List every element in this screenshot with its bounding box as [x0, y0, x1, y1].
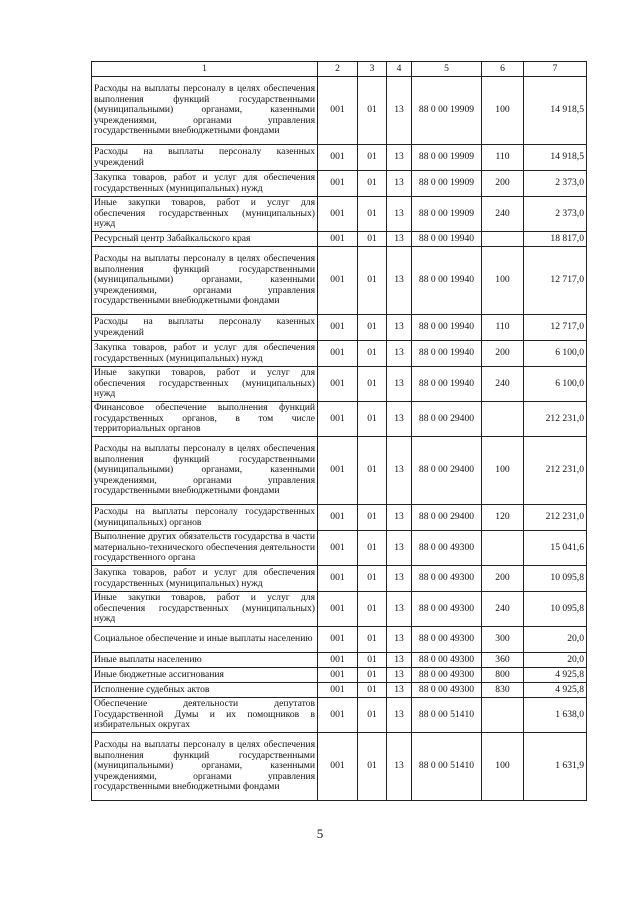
row-name-cell: Закупка товаров, работ и услуг для обеспечения государственных (муниципальных) нужд — [92, 171, 318, 197]
column-header: 1 — [92, 62, 318, 77]
column-header: 6 — [482, 62, 524, 77]
row-section-cell: 01 — [358, 315, 387, 341]
row-section-cell: 01 — [358, 698, 387, 733]
row-code-cell: 001 — [318, 505, 358, 531]
row-type-cell: 200 — [482, 566, 524, 592]
row-code-cell: 001 — [318, 197, 358, 232]
table-row — [92, 683, 587, 698]
row-name-cell: Закупка товаров, работ и услуг для обеспечения государственных (муниципальных) нужд — [92, 341, 318, 367]
row-amount-cell: 20,0 — [524, 627, 587, 653]
row-target-cell: 88 0 00 49300 — [412, 627, 482, 653]
row-subsection-cell: 13 — [387, 171, 412, 197]
row-section-cell: 01 — [358, 341, 387, 367]
row-name-cell: Расходы на выплаты персоналу в целях обеспечения выполнения функций государственными (муниципальными) органами, казенными учреждениями, органами управления государственными внебюджетными фондами — [92, 733, 318, 801]
row-subsection-cell: 13 — [387, 505, 412, 531]
column-header: 5 — [412, 62, 482, 77]
row-amount-cell: 14 918,5 — [524, 145, 587, 171]
row-name-cell: Расходы на выплаты персоналу в целях обеспечения выполнения функций государственными (муниципальными) органами, казенными учреждениями, органами управления государственными внебюджетными фондами — [92, 437, 318, 505]
table-row — [92, 698, 587, 733]
row-amount-cell: 4 925,8 — [524, 668, 587, 683]
row-subsection-cell: 13 — [387, 315, 412, 341]
row-code-cell: 001 — [318, 531, 358, 566]
row-amount-cell: 12 717,0 — [524, 247, 587, 315]
table-row — [92, 531, 587, 566]
row-type-cell: 300 — [482, 627, 524, 653]
row-name-cell: Иные закупки товаров, работ и услуг для обеспечения государственных (муниципальных) нужд — [92, 592, 318, 627]
row-name-cell: Обеспечение деятельности депутатов Государственной Думы и их помощников в избирательных округах — [92, 698, 318, 733]
table-row — [92, 653, 587, 668]
row-subsection-cell: 13 — [387, 698, 412, 733]
row-subsection-cell: 13 — [387, 733, 412, 801]
row-code-cell: 001 — [318, 627, 358, 653]
row-amount-cell: 212 231,0 — [524, 437, 587, 505]
row-type-cell — [482, 698, 524, 733]
row-subsection-cell: 13 — [387, 145, 412, 171]
row-subsection-cell: 13 — [387, 232, 412, 247]
page-number: 5 — [316, 826, 324, 841]
row-section-cell: 01 — [358, 531, 387, 566]
row-name-cell: Закупка товаров, работ и услуг для обеспечения государственных (муниципальных) нужд — [92, 566, 318, 592]
row-code-cell: 001 — [318, 668, 358, 683]
row-type-cell: 830 — [482, 683, 524, 698]
row-subsection-cell: 13 — [387, 341, 412, 367]
row-target-cell: 88 0 00 19909 — [412, 171, 482, 197]
row-target-cell: 88 0 00 19940 — [412, 341, 482, 367]
row-amount-cell: 15 041,6 — [524, 531, 587, 566]
table-row — [92, 505, 587, 531]
row-section-cell: 01 — [358, 145, 387, 171]
row-code-cell: 001 — [318, 566, 358, 592]
table-row — [92, 145, 587, 171]
table-row — [92, 668, 587, 683]
row-section-cell: 01 — [358, 232, 387, 247]
row-type-cell: 100 — [482, 437, 524, 505]
row-code-cell: 001 — [318, 367, 358, 402]
row-name-cell: Расходы на выплаты персоналу в целях обеспечения выполнения функций государственными (муниципальными) органами, казенными учреждениями, органами управления государственными внебюджетными фондами — [92, 247, 318, 315]
row-code-cell: 001 — [318, 171, 358, 197]
row-amount-cell: 212 231,0 — [524, 402, 587, 437]
table-row — [92, 341, 587, 367]
row-name-cell: Финансовое обеспечение выполнения функций государственных органов, в том числе территориальных органов — [92, 402, 318, 437]
row-subsection-cell: 13 — [387, 402, 412, 437]
row-amount-cell: 18 817,0 — [524, 232, 587, 247]
row-section-cell: 01 — [358, 627, 387, 653]
row-subsection-cell: 13 — [387, 683, 412, 698]
row-name-cell: Расходы на выплаты персоналу казенных учреждений — [92, 315, 318, 341]
table-row — [92, 733, 587, 801]
header-row — [92, 62, 587, 77]
table-row — [92, 566, 587, 592]
row-target-cell: 88 0 00 29400 — [412, 437, 482, 505]
table-row — [92, 171, 587, 197]
row-section-cell: 01 — [358, 683, 387, 698]
row-target-cell: 88 0 00 19940 — [412, 315, 482, 341]
row-type-cell: 800 — [482, 668, 524, 683]
row-code-cell: 001 — [318, 341, 358, 367]
row-target-cell: 88 0 00 49300 — [412, 531, 482, 566]
row-section-cell: 01 — [358, 171, 387, 197]
row-section-cell: 01 — [358, 197, 387, 232]
row-code-cell: 001 — [318, 683, 358, 698]
row-subsection-cell: 13 — [387, 367, 412, 402]
row-section-cell: 01 — [358, 247, 387, 315]
table-row — [92, 77, 587, 145]
row-amount-cell: 4 925,8 — [524, 683, 587, 698]
row-section-cell: 01 — [358, 402, 387, 437]
row-name-cell: Исполнение судебных актов — [92, 683, 318, 698]
row-target-cell: 88 0 00 19940 — [412, 367, 482, 402]
row-type-cell: 110 — [482, 315, 524, 341]
row-code-cell: 001 — [318, 437, 358, 505]
table-body — [92, 77, 587, 801]
column-header: 2 — [318, 62, 358, 77]
row-code-cell: 001 — [318, 592, 358, 627]
table-row — [92, 592, 587, 627]
table-row — [92, 402, 587, 437]
row-code-cell: 001 — [318, 653, 358, 668]
row-subsection-cell: 13 — [387, 77, 412, 145]
row-section-cell: 01 — [358, 668, 387, 683]
row-type-cell: 240 — [482, 592, 524, 627]
row-section-cell: 01 — [358, 733, 387, 801]
row-code-cell: 001 — [318, 77, 358, 145]
row-amount-cell: 12 717,0 — [524, 315, 587, 341]
row-code-cell: 001 — [318, 698, 358, 733]
row-amount-cell: 10 095,8 — [524, 592, 587, 627]
row-type-cell: 240 — [482, 367, 524, 402]
row-code-cell: 001 — [318, 402, 358, 437]
row-target-cell: 88 0 00 51410 — [412, 733, 482, 801]
table-row — [92, 367, 587, 402]
row-type-cell: 100 — [482, 733, 524, 801]
budget-table — [91, 61, 587, 801]
table-row — [92, 315, 587, 341]
row-target-cell: 88 0 00 19940 — [412, 232, 482, 247]
row-target-cell: 88 0 00 49300 — [412, 683, 482, 698]
row-subsection-cell: 13 — [387, 437, 412, 505]
row-amount-cell: 10 095,8 — [524, 566, 587, 592]
row-name-cell: Иные закупки товаров, работ и услуг для обеспечения государственных (муниципальных) нужд — [92, 197, 318, 232]
row-amount-cell: 1 631,9 — [524, 733, 587, 801]
row-type-cell: 100 — [482, 247, 524, 315]
row-target-cell: 88 0 00 19909 — [412, 77, 482, 145]
row-subsection-cell: 13 — [387, 566, 412, 592]
table-row — [92, 232, 587, 247]
column-header: 3 — [358, 62, 387, 77]
row-code-cell: 001 — [318, 145, 358, 171]
row-amount-cell: 2 373,0 — [524, 197, 587, 232]
row-name-cell: Расходы на выплаты персоналу в целях обеспечения выполнения функций государственными (муниципальными) органами, казенными учреждениями, органами управления государственными внебюджетными фондами — [92, 77, 318, 145]
row-type-cell — [482, 232, 524, 247]
row-type-cell: 200 — [482, 171, 524, 197]
table-row — [92, 437, 587, 505]
row-target-cell: 88 0 00 49300 — [412, 668, 482, 683]
row-type-cell — [482, 402, 524, 437]
row-section-cell: 01 — [358, 367, 387, 402]
row-target-cell: 88 0 00 49300 — [412, 653, 482, 668]
row-section-cell: 01 — [358, 77, 387, 145]
row-target-cell: 88 0 00 19909 — [412, 197, 482, 232]
row-code-cell: 001 — [318, 232, 358, 247]
column-header: 4 — [387, 62, 412, 77]
table-row — [92, 627, 587, 653]
row-target-cell: 88 0 00 49300 — [412, 566, 482, 592]
row-section-cell: 01 — [358, 592, 387, 627]
row-target-cell: 88 0 00 29400 — [412, 402, 482, 437]
row-amount-cell: 6 100,0 — [524, 367, 587, 402]
row-amount-cell: 20,0 — [524, 653, 587, 668]
row-type-cell: 110 — [482, 145, 524, 171]
row-code-cell: 001 — [318, 315, 358, 341]
row-amount-cell: 6 100,0 — [524, 341, 587, 367]
row-name-cell: Выполнение других обязательств государства в части материально-технического обеспечения деятельности государственного органа — [92, 531, 318, 566]
column-header: 7 — [524, 62, 587, 77]
row-type-cell: 120 — [482, 505, 524, 531]
row-name-cell: Расходы на выплаты персоналу казенных учреждений — [92, 145, 318, 171]
row-amount-cell: 212 231,0 — [524, 505, 587, 531]
row-section-cell: 01 — [358, 505, 387, 531]
row-target-cell: 88 0 00 49300 — [412, 592, 482, 627]
row-subsection-cell: 13 — [387, 531, 412, 566]
row-type-cell: 240 — [482, 197, 524, 232]
row-subsection-cell: 13 — [387, 197, 412, 232]
row-name-cell: Ресурсный центр Забайкальского края — [92, 232, 318, 247]
row-name-cell: Иные бюджетные ассигнования — [92, 668, 318, 683]
row-target-cell: 88 0 00 19909 — [412, 145, 482, 171]
row-section-cell: 01 — [358, 566, 387, 592]
row-subsection-cell: 13 — [387, 627, 412, 653]
row-type-cell: 100 — [482, 77, 524, 145]
row-type-cell: 200 — [482, 341, 524, 367]
row-code-cell: 001 — [318, 247, 358, 315]
row-subsection-cell: 13 — [387, 668, 412, 683]
row-name-cell: Иные выплаты населению — [92, 653, 318, 668]
row-section-cell: 01 — [358, 437, 387, 505]
row-subsection-cell: 13 — [387, 592, 412, 627]
row-type-cell — [482, 531, 524, 566]
row-name-cell: Иные закупки товаров, работ и услуг для обеспечения государственных (муниципальных) нужд — [92, 367, 318, 402]
row-section-cell: 01 — [358, 653, 387, 668]
table-row — [92, 247, 587, 315]
row-subsection-cell: 13 — [387, 653, 412, 668]
row-amount-cell: 14 918,5 — [524, 77, 587, 145]
row-target-cell: 88 0 00 29400 — [412, 505, 482, 531]
row-name-cell: Расходы на выплаты персоналу государственных (муниципальных) органов — [92, 505, 318, 531]
row-amount-cell: 2 373,0 — [524, 171, 587, 197]
row-amount-cell: 1 638,0 — [524, 698, 587, 733]
row-type-cell: 360 — [482, 653, 524, 668]
row-target-cell: 88 0 00 51410 — [412, 698, 482, 733]
table-row — [92, 197, 587, 232]
row-code-cell: 001 — [318, 733, 358, 801]
row-name-cell: Социальное обеспечение и иные выплаты населению — [92, 627, 318, 653]
row-subsection-cell: 13 — [387, 247, 412, 315]
row-target-cell: 88 0 00 19940 — [412, 247, 482, 315]
